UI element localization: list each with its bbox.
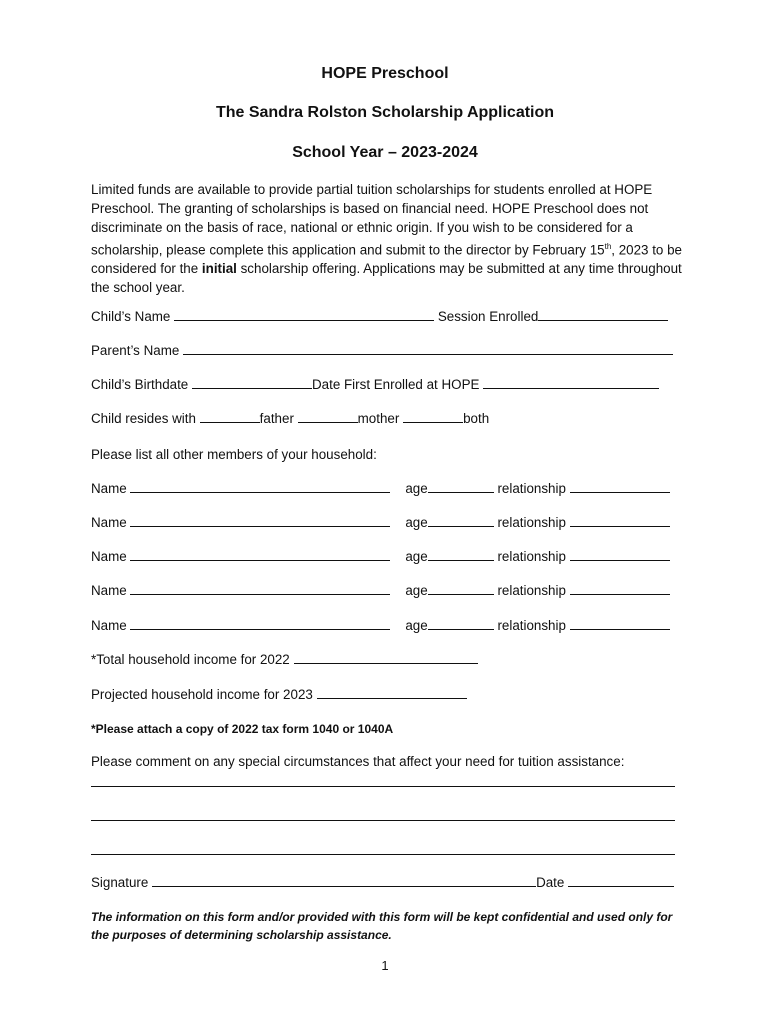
- household-relationship-label: relationship: [497, 583, 566, 598]
- household-name-field[interactable]: [130, 549, 390, 561]
- household-relationship-field[interactable]: [570, 549, 670, 561]
- session-enrolled-label: Session Enrolled: [437, 309, 539, 324]
- household-age-label: age: [405, 515, 428, 530]
- signature-field[interactable]: [152, 875, 536, 887]
- date-label: Date: [536, 875, 565, 890]
- household-age-field[interactable]: [428, 549, 494, 561]
- both-label: both: [463, 411, 490, 426]
- household-name-field[interactable]: [130, 583, 390, 595]
- form-title: The Sandra Rolston Scholarship Application: [215, 104, 555, 121]
- intro-sup: th: [604, 242, 612, 251]
- household-name-field[interactable]: [130, 618, 390, 630]
- household-name-field[interactable]: [130, 515, 390, 527]
- resides-with-label: Child resides with: [91, 411, 196, 426]
- intro-bold-initial: initial: [201, 261, 237, 277]
- household-relationship-field[interactable]: [570, 618, 670, 630]
- household-age-label: age: [405, 481, 428, 496]
- household-name-field[interactable]: [130, 481, 390, 493]
- both-field[interactable]: [403, 411, 463, 423]
- childs-name-label: Child’s Name: [91, 309, 171, 324]
- mother-field[interactable]: [298, 411, 358, 423]
- intro-text-3: scholarship offering. Applications may be submitted at any time throughout the school year.: [91, 261, 682, 296]
- household-row: [91, 618, 670, 633]
- page-number: 1: [381, 958, 389, 973]
- date-first-enrolled-field[interactable]: [483, 377, 659, 389]
- father-label: father: [259, 411, 294, 426]
- household-age-label: age: [405, 618, 428, 633]
- household-relationship-field[interactable]: [570, 583, 670, 595]
- comments-line[interactable]: [91, 854, 675, 855]
- household-row: [91, 583, 670, 598]
- total-income-row: [91, 652, 478, 667]
- intro-text-1: Limited funds are available to provide partial tuition scholarships for students enrolled at HOPE Preschool. The granting of scholarships is based on financial need. HOPE Preschool does not discriminate on the basis of race, national or ethnic origin. If you wish to be considered for a scholarship, please complete this application and submit to the director by February 15: [91, 182, 653, 258]
- confidentiality-statement: The information on this form and/or provided with this form will be kept confidential and used only for the purposes of determining scholarship assistance.: [91, 910, 673, 942]
- household-age-field[interactable]: [428, 583, 494, 595]
- childs-name-field[interactable]: [174, 309, 434, 321]
- projected-income-label: Projected household income for 2023: [91, 687, 313, 702]
- signature-row: [91, 875, 674, 890]
- comments-prompt: Please comment on any special circumstances that affect your need for tuition assistance:: [91, 754, 625, 769]
- projected-income-field[interactable]: [317, 687, 467, 699]
- household-age-field[interactable]: [428, 515, 494, 527]
- household-relationship-label: relationship: [497, 618, 566, 633]
- mother-label: mother: [357, 411, 400, 426]
- birthdate-row: [91, 377, 659, 392]
- childs-birthdate-field[interactable]: [192, 377, 312, 389]
- father-field[interactable]: [200, 411, 260, 423]
- household-relationship-label: relationship: [497, 549, 566, 564]
- intro-paragraph: [91, 180, 687, 297]
- household-row: [91, 515, 670, 530]
- date-field[interactable]: [568, 875, 674, 887]
- household-prompt: Please list all other members of your household:: [91, 447, 377, 462]
- childs-name-row: [91, 309, 668, 324]
- session-enrolled-field[interactable]: [538, 309, 668, 321]
- parents-name-label: Parent’s Name: [91, 343, 180, 358]
- household-relationship-label: relationship: [497, 481, 566, 496]
- household-age-label: age: [405, 549, 428, 564]
- household-age-field[interactable]: [428, 481, 494, 493]
- school-year: School Year – 2023-2024: [292, 144, 478, 161]
- household-name-label: Name: [91, 515, 127, 530]
- school-name: HOPE Preschool: [321, 65, 449, 82]
- tax-form-note: *Please attach a copy of 2022 tax form 1040 or 1040A: [91, 722, 394, 736]
- parents-name-field[interactable]: [183, 343, 673, 355]
- comments-line[interactable]: [91, 820, 675, 821]
- household-relationship-label: relationship: [497, 515, 566, 530]
- household-name-label: Name: [91, 549, 127, 564]
- household-row: [91, 549, 670, 564]
- childs-birthdate-label: Child’s Birthdate: [91, 377, 189, 392]
- household-row: [91, 481, 670, 496]
- household-age-label: age: [405, 583, 428, 598]
- household-relationship-field[interactable]: [570, 515, 670, 527]
- total-income-field[interactable]: [294, 652, 478, 664]
- resides-with-row: [91, 411, 489, 426]
- intro-text-2: , 2023 to be considered for the: [91, 242, 682, 277]
- projected-income-row: [91, 687, 467, 702]
- household-name-label: Name: [91, 583, 127, 598]
- parents-name-row: [91, 343, 673, 358]
- date-first-enrolled-label: Date First Enrolled at HOPE: [312, 377, 480, 392]
- household-name-label: Name: [91, 481, 127, 496]
- total-income-label: *Total household income for 2022: [91, 652, 290, 667]
- signature-label: Signature: [91, 875, 149, 890]
- household-relationship-field[interactable]: [570, 481, 670, 493]
- household-age-field[interactable]: [428, 618, 494, 630]
- household-name-label: Name: [91, 618, 127, 633]
- comments-line[interactable]: [91, 786, 675, 787]
